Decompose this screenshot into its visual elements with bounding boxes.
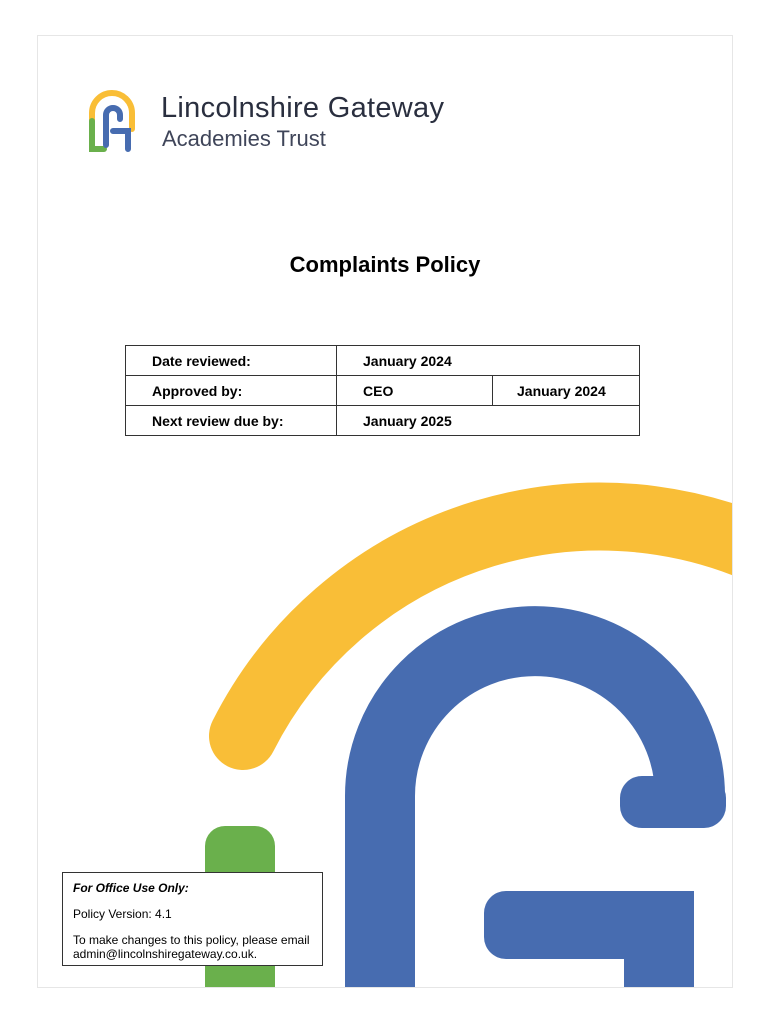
document-page <box>37 35 733 988</box>
office-use-heading: For Office Use Only: <box>73 881 189 895</box>
row-label: Next review due by: <box>126 406 337 436</box>
org-name: Lincolnshire Gateway <box>161 92 445 124</box>
row-value: January 2024 <box>337 346 640 376</box>
table-row <box>126 346 640 376</box>
row-label: Date reviewed: <box>126 346 337 376</box>
policy-version: Policy Version: 4.1 <box>73 907 172 921</box>
lgat-logo-icon <box>82 89 142 159</box>
table-row <box>126 376 640 406</box>
row-extra-value: January 2024 <box>493 376 640 406</box>
decorative-g-graphic <box>38 36 732 987</box>
review-table <box>125 345 640 436</box>
document-title: Complaints Policy <box>289 252 481 277</box>
blue-g-stem-shape <box>624 891 694 987</box>
row-label: Approved by: <box>126 376 337 406</box>
table-row <box>126 406 640 436</box>
office-use-note: To make changes to this policy, please email admin@lincolnshiregateway.co.uk. <box>73 933 310 961</box>
office-use-box <box>62 872 323 966</box>
row-value: CEO <box>337 376 493 406</box>
row-value: January 2025 <box>337 406 640 436</box>
org-subtitle: Academies Trust <box>162 126 326 151</box>
blue-arch-end-shape <box>620 776 726 828</box>
